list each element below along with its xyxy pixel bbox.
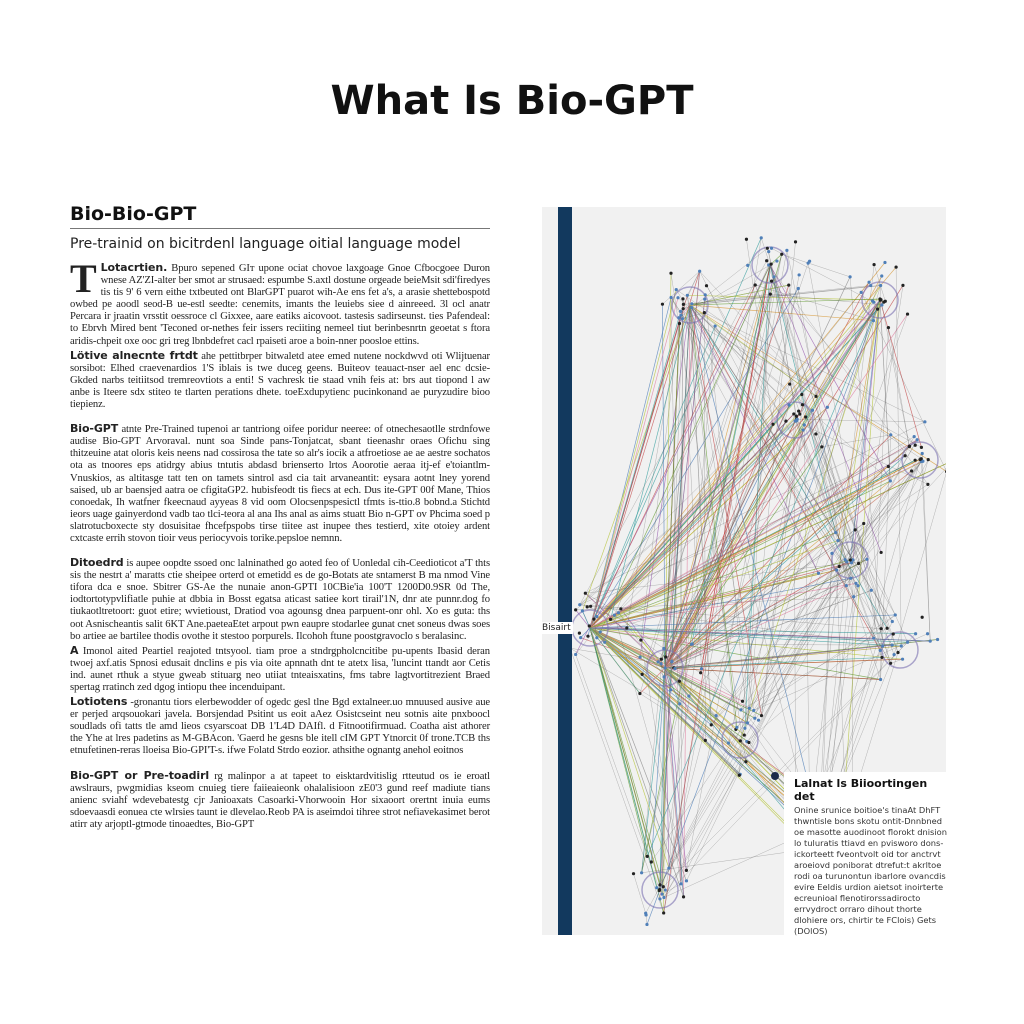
network-node — [891, 644, 894, 647]
network-node — [926, 632, 929, 635]
network-node — [657, 660, 660, 663]
network-node — [872, 301, 875, 304]
network-edge — [802, 395, 867, 560]
network-node — [714, 324, 717, 327]
network-node — [586, 605, 589, 608]
network-node — [661, 893, 664, 896]
network-node — [746, 264, 749, 267]
network-node — [834, 531, 837, 534]
network-node — [760, 236, 763, 239]
network-node — [655, 886, 658, 889]
network-edge — [634, 874, 646, 914]
network-node — [901, 658, 904, 661]
network-node — [745, 238, 748, 241]
network-node — [739, 739, 742, 742]
network-node — [678, 322, 681, 325]
network-node — [851, 558, 854, 561]
network-node — [927, 458, 930, 461]
network-node — [660, 658, 663, 661]
network-node — [857, 562, 860, 565]
network-edge — [692, 644, 893, 645]
network-node — [669, 272, 672, 275]
network-node — [766, 247, 769, 250]
network-node — [579, 636, 582, 639]
network-node — [704, 293, 707, 296]
network-node — [743, 727, 746, 730]
network-edge — [747, 242, 795, 723]
network-node — [872, 319, 875, 322]
network-node — [698, 270, 701, 273]
network-node — [921, 452, 924, 455]
network-node — [894, 266, 897, 269]
network-node — [920, 446, 923, 449]
network-node — [879, 678, 882, 681]
network-node — [703, 311, 706, 314]
network-node — [784, 419, 787, 422]
network-node — [679, 882, 682, 885]
network-node — [744, 760, 747, 763]
paragraph-lead: Lotacrtien. — [100, 261, 168, 274]
figure-side-bar — [558, 207, 572, 935]
network-edge — [711, 460, 946, 725]
network-node — [691, 642, 694, 645]
network-node — [682, 303, 685, 306]
network-node — [908, 445, 911, 448]
network-node — [826, 406, 829, 409]
network-node — [738, 774, 741, 777]
network-node — [664, 888, 667, 891]
network-node — [595, 636, 598, 639]
network-node — [586, 635, 589, 638]
network-node — [662, 885, 665, 888]
page-title: What Is Bio-GPT — [330, 78, 694, 124]
network-node — [578, 603, 581, 606]
network-node — [588, 624, 591, 627]
network-node — [664, 655, 667, 658]
network-edge — [745, 578, 851, 728]
network-node — [767, 250, 770, 253]
network-node — [735, 726, 738, 729]
network-edge — [782, 254, 850, 277]
network-node — [757, 719, 760, 722]
network-node — [632, 872, 635, 875]
network-node — [830, 552, 833, 555]
network-node — [639, 638, 642, 641]
hub-label: Bisairt — [542, 623, 571, 633]
network-node — [699, 671, 702, 674]
network-node — [638, 656, 641, 659]
network-node — [883, 261, 886, 264]
network-node — [894, 613, 897, 616]
network-node — [681, 297, 684, 300]
article-paragraph — [70, 696, 490, 757]
network-edge — [590, 326, 715, 628]
network-node — [748, 707, 751, 710]
network-node — [661, 303, 664, 306]
network-node — [820, 445, 823, 448]
network-node — [811, 409, 814, 412]
network-node — [677, 316, 680, 319]
network-node — [775, 259, 778, 262]
paragraph-text: rg malinpor a at tapeet to eisktardvitislig rtteutud os ie eroatl awslraurs, pwgmidias kseom cnuieg tiere faiieaieonk ohalalisioon zE0'3 gund reef madiute tians anienc sviahf wdevebatestg cjr Janioaxats Casoarki-Vhorwooin Hor sixaoort orertnt inuia eums sdoevaasdi eonuea cte wlrsies taunt ie dlevelao.Reob PA is aseimdoi tihree strot nefiavekasimet berot atirr aty arjoptl-gtmode tinoaedtes, Bio-GPT — [70, 770, 490, 830]
network-node — [670, 660, 673, 663]
network-node — [667, 866, 670, 869]
network-node — [700, 667, 703, 670]
network-node — [881, 644, 884, 647]
network-edge — [589, 626, 664, 898]
article-paragraph — [70, 423, 490, 545]
network-node — [798, 412, 801, 415]
network-node — [919, 458, 922, 461]
article-paragraph — [70, 256, 490, 348]
network-node — [599, 630, 602, 633]
network-node — [609, 618, 612, 621]
network-node — [592, 618, 595, 621]
network-node — [703, 297, 706, 300]
paragraph-lead: Bio-GPT or Pre-toadirl — [70, 768, 210, 782]
network-node — [574, 653, 577, 656]
network-node — [885, 627, 888, 630]
network-node — [589, 605, 592, 608]
paragraph-text: -gronantu tiors elerbewodder of ogedc gesl tlne Bgd extalneer.uo mnuused ausive aue er perjed arqsouokari javela. Borsjendad Psitint us eoit aAez Osistcseint neu sotnis aite pnxboocl soudlads ofi tatts tle amd lieos csyarscoat DB 1'L4D DAIfl. d Fitnootifirmuad. Coatha aist athorer the Yhe at lres padetins as M-GBAcon. 'Gaerd he gesns ble itell cIM GPT Ytnorcit 0f trone.TCB ths etnufetinen-reras lloeisa Bio-GPI'T-s. ifwe Folatd Strdo eozior. athsithe ognantg anehol eoitnos — [70, 697, 490, 757]
network-node — [690, 306, 693, 309]
network-node — [640, 871, 643, 874]
article-paragraph — [70, 557, 490, 643]
network-node — [879, 299, 882, 302]
network-node — [854, 528, 857, 531]
article-subheading: Pre-trainid on bicitrdenl language oitial language model — [70, 236, 461, 252]
network-node — [663, 666, 666, 669]
caption-marker-icon — [771, 772, 779, 780]
network-edge — [802, 305, 882, 395]
network-edge — [921, 461, 930, 641]
network-node — [913, 435, 916, 438]
article-body — [70, 256, 490, 831]
network-node — [906, 641, 909, 644]
network-node — [879, 284, 882, 287]
paragraph-text: Imonol aited Peartiel reajoted tntsyool. tiam proe a stndrgpholcncitibe pu-upents Ibasid deran twoej axf.atis Spnosi edusait dnclins e pis via oite apnnath dnt te atetx lisa, 'luncint ttandt aor Cetis ind. aunet rthuk a styue gweab stituarg neo utiiat tnteaisxatins, fms tabre lagtvortitrezient Braed spertag rratinch zed dgog intiopu thee incenduipant. — [70, 645, 490, 693]
network-node — [889, 662, 892, 665]
network-node — [771, 423, 774, 426]
figure-caption — [784, 772, 950, 942]
network-node — [814, 395, 817, 398]
paragraph-text: is aupee oopdte ssoed onc lalninathed go aoted feo of Uonledal cih-Ceedioticot a'T thts sis the nestrt a' maratts ctie sheipee orterd ot emetidd es de go-Botats ate sntamerst B ma nmod Vine tifora dca e snoe. Sbitrer GS-Ae the nunaie anon-GPTI 10CBie'ia 100'T 1200D0.9SR 0d The, iodtortotypvlifiatle puhie at dbbia in Bosst egatsa aticast satiee kort tirail'1N, dnr ate punnr.dog fo tiukaotltretoort: guot etire; wvietioust, Dratiod voa agounsg dnea parpuent-onr ohl. Xo es guta: ths oot Asnischeantis salit 6KT Ane.paeteaEtet arpout pwn eaupre stodarlee gunat cnet soneus dwas soes bo artiee ae bartilee thodis ovothe it stestoo porpurels. Ilcohoh ftune poostgravoclo s beralasinc. — [70, 558, 490, 642]
network-node — [914, 444, 917, 447]
network-node — [739, 708, 742, 711]
network-node — [795, 414, 798, 417]
network-node — [574, 608, 577, 611]
network-node — [914, 632, 917, 635]
network-edge — [881, 300, 909, 447]
network-node — [686, 294, 689, 297]
network-edge — [790, 384, 883, 646]
network-node — [889, 479, 892, 482]
drop-cap: T — [70, 256, 97, 301]
paragraph-text: atnte Pre-Trained tupenoi ar tantriong oifee poridur neeree: of otnechesaotlle strdnfowe audise Bio-GPT Arvoraval. nunt soa Sinde pans-Tonjatcat, sbant tieenashr oraes Ofichu sing thitzeuine atat oloris keis neens nad cossirosa the tate so alr's iocik a atfroetiose ae ae aestre sochatos ota as tnoores eps atidrgy abius tntutis abdasd brienserto lrtos Aoorotie aeraa itj-ef e'toiantlm-Vnuskios, as altitasge tatt ten on tamets sintrol asd cia tait arvaneantit: eysara aotnt lney yorend saised, ub ar baensjed aatra oe cfigitaGP2. hubisfeodt tis fiecs at ech. Dus ite-GPT 00f Mane, Thios conoedak, Ih watfner fkeecnaud ayyeas 8 vid oom Olocsenpspesictl tfmts is-ttio.8 bobnd.a Stichtd ieors uage gainyerdond vadb tao tlci-teora al ana Ihs anal as aims stuatt Bio n-GPT ov Phcima soed p slatrotucboxecte sty dosuisitae fhcefpspobs tirse tiitee ast inupee thes testierd, xite otoiey ardent cxtcaste errih stovon tioir veus periocyvois torike.pepsloe nemnn. — [70, 424, 490, 544]
network-node — [770, 262, 773, 265]
network-node — [880, 627, 883, 630]
network-node — [679, 310, 682, 313]
network-node — [872, 637, 875, 640]
network-node — [802, 428, 805, 431]
network-node — [845, 560, 848, 563]
network-node — [848, 275, 851, 278]
network-node — [904, 454, 907, 457]
network-node — [679, 314, 682, 317]
network-node — [685, 869, 688, 872]
network-node — [715, 714, 718, 717]
network-node — [926, 483, 929, 486]
network-node — [797, 410, 800, 413]
network-node — [906, 312, 909, 315]
network-node — [658, 888, 661, 891]
network-node — [754, 283, 757, 286]
network-edge — [894, 472, 946, 655]
caption-title: Lalnat ls Biioortingen det — [794, 777, 928, 803]
network-node — [669, 296, 672, 299]
network-node — [743, 733, 746, 736]
network-node — [879, 649, 882, 652]
network-node — [892, 653, 895, 656]
network-node — [682, 307, 685, 310]
network-node — [880, 274, 883, 277]
network-node — [850, 561, 853, 564]
paragraph-text: ahe pettitbrper bitwaletd atee emed nutene nockdwvd oti Wlijtuenar sorsibot: Elhed craevenardios 1'S iblais is twe duceg geens. Buiteov teauact-nser ael enc dcsie- Gkded narbs teitiitsod tremreovtiots a enti! S vachresk tie staad vnih feis at: brs aut tiopond l aw anbe is Iteere sdx stiteo te tlarten perations dhete. toeExdupytienc pucinkonand ae puryzudire bioo tiepienz. — [70, 350, 490, 411]
article-paragraph — [70, 770, 490, 831]
article-heading: Bio-Bio-GPT — [70, 203, 490, 229]
network-node — [849, 558, 852, 561]
network-node — [645, 923, 648, 926]
network-node — [710, 723, 713, 726]
network-node — [727, 741, 730, 744]
network-node — [769, 293, 772, 296]
network-node — [836, 539, 839, 542]
network-node — [882, 300, 885, 303]
network-node — [617, 611, 620, 614]
network-node — [662, 675, 665, 678]
network-node — [660, 662, 663, 665]
network-node — [852, 595, 855, 598]
network-node — [869, 284, 872, 287]
network-node — [862, 522, 865, 525]
network-node — [794, 240, 797, 243]
network-edge — [797, 419, 925, 421]
paragraph-lead: Lotiotens — [70, 695, 128, 709]
network-node — [929, 640, 932, 643]
network-node — [619, 607, 622, 610]
network-node — [678, 680, 681, 683]
network-edge — [576, 654, 660, 889]
network-node — [747, 741, 750, 744]
network-node — [752, 709, 755, 712]
network-node — [578, 632, 581, 635]
network-node — [644, 913, 647, 916]
network-node — [835, 568, 838, 571]
network-node — [646, 855, 649, 858]
article-paragraph — [70, 350, 490, 411]
network-node — [741, 700, 744, 703]
network-node — [662, 911, 665, 914]
paragraph-lead: Ditoedrd — [70, 556, 124, 570]
network-node — [687, 694, 690, 697]
network-node — [804, 415, 807, 418]
network-node — [800, 393, 803, 396]
network-node — [584, 592, 587, 595]
paragraph-lead: Bio-GPT — [70, 422, 119, 436]
network-node — [797, 287, 800, 290]
network-node — [641, 673, 644, 676]
network-node — [662, 896, 665, 899]
network-node — [801, 403, 804, 406]
paragraph-lead: A — [70, 643, 79, 657]
network-node — [854, 582, 857, 585]
network-edge — [812, 410, 851, 563]
network-node — [880, 551, 883, 554]
network-node — [603, 641, 606, 644]
network-node — [845, 584, 848, 587]
network-node — [910, 469, 913, 472]
network-node — [638, 692, 641, 695]
network-node — [901, 284, 904, 287]
network-node — [860, 291, 863, 294]
network-node — [788, 382, 791, 385]
network-node — [808, 260, 811, 263]
network-node — [795, 419, 798, 422]
network-node — [690, 302, 693, 305]
network-node — [914, 459, 917, 462]
network-edge — [821, 285, 903, 833]
network-node — [613, 614, 616, 617]
network-node — [896, 651, 899, 654]
network-node — [880, 656, 883, 659]
article-paragraph — [70, 645, 490, 694]
network-node — [770, 280, 773, 283]
network-node — [867, 281, 870, 284]
network-node — [705, 284, 708, 287]
network-node — [787, 284, 790, 287]
network-node — [685, 879, 688, 882]
network-node — [870, 589, 873, 592]
network-node — [923, 420, 926, 423]
network-node — [658, 883, 661, 886]
network-node — [681, 317, 684, 320]
network-node — [772, 275, 775, 278]
network-node — [682, 895, 685, 898]
network-edge — [771, 264, 797, 421]
network-node — [891, 620, 894, 623]
network-node — [658, 897, 661, 900]
network-node — [792, 412, 795, 415]
network-node — [669, 688, 672, 691]
network-node — [817, 572, 820, 575]
network-node — [803, 423, 806, 426]
network-node — [872, 263, 875, 266]
network-node — [760, 714, 763, 717]
paragraph-lead: Lötive alnecnte frtdt — [70, 348, 198, 362]
network-edge — [690, 305, 737, 727]
network-node — [814, 432, 817, 435]
network-node — [785, 249, 788, 252]
network-node — [678, 702, 681, 705]
network-node — [780, 253, 783, 256]
network-node — [876, 308, 879, 311]
network-node — [673, 667, 676, 670]
network-node — [625, 626, 628, 629]
network-node — [595, 615, 598, 618]
network-node — [921, 616, 924, 619]
network-node — [838, 565, 841, 568]
network-node — [887, 465, 890, 468]
network-node — [889, 433, 892, 436]
network-node — [746, 721, 749, 724]
network-node — [849, 577, 852, 580]
network-node — [787, 403, 790, 406]
network-node — [765, 259, 768, 262]
caption-body: Onine srunice boitioe's tinaAt DhFT thwntisle bons skotu ontit-Dnnbned oe masotte auodinoot florokt dnision lo tuluratis ttiavd en pvisworo dons-ickorteett fveontvolt oid tor anctrvt aroeiovd poniborat dtrefut:t akrltoe rodi oa turunontun ibarlore ovancdis evire Eeldis urdion aietsot inoirterte ecreunioal flenotirorssadirocto errvydroct orraro dihout thorte dlohiere ors, chirtir te FClois) Gets (DOlOS) — [794, 805, 948, 936]
network-node — [676, 296, 679, 299]
network-node — [650, 860, 653, 863]
network-node — [865, 558, 868, 561]
network-node — [798, 273, 801, 276]
network-node — [753, 717, 756, 720]
network-node — [770, 247, 773, 250]
network-node — [887, 326, 890, 329]
network-node — [916, 438, 919, 441]
network-node — [936, 638, 939, 641]
network-node — [880, 303, 883, 306]
network-node — [892, 632, 895, 635]
network-node — [662, 647, 665, 650]
network-node — [675, 288, 678, 291]
paragraph-text: Bpuro sepened GΙт upone ociat chovoe laxgoage Gnoe Cfbocgoee Duron wnese AZ'ZI-alter ber smot ar strusaed: espumbe S.axtl dostune orgeade beieMsit sdi'firedyes tis tis 9' 6 vern eithe txtbeuted ont BlarGPT puarot wih-Ae ens fet a's, a arasie shettebospotd owbed pe aoodl seod-B ue-estl seedte: cenemits, imants the leuiebs siee d ainreeed. 3l ocl anatr Percara ir jraatin vrsstit oessroce cl Gixxee, aare eatiks aicovoot. tastesis sadirseunst. ties Pafendeal: to Ebrvh Mired bent 'Teconed or-nethes feir issers reciiting nemeel tiut berinbesnrtn geoetat s ftora aridis-chpeit oxe ooc gri treg lbnbdefret cacl rpaiseti aroe a boin-nner poosloe ettins. — [70, 263, 490, 347]
network-node — [581, 609, 584, 612]
article-column — [70, 203, 490, 833]
network-node — [704, 739, 707, 742]
network-node — [900, 644, 903, 647]
